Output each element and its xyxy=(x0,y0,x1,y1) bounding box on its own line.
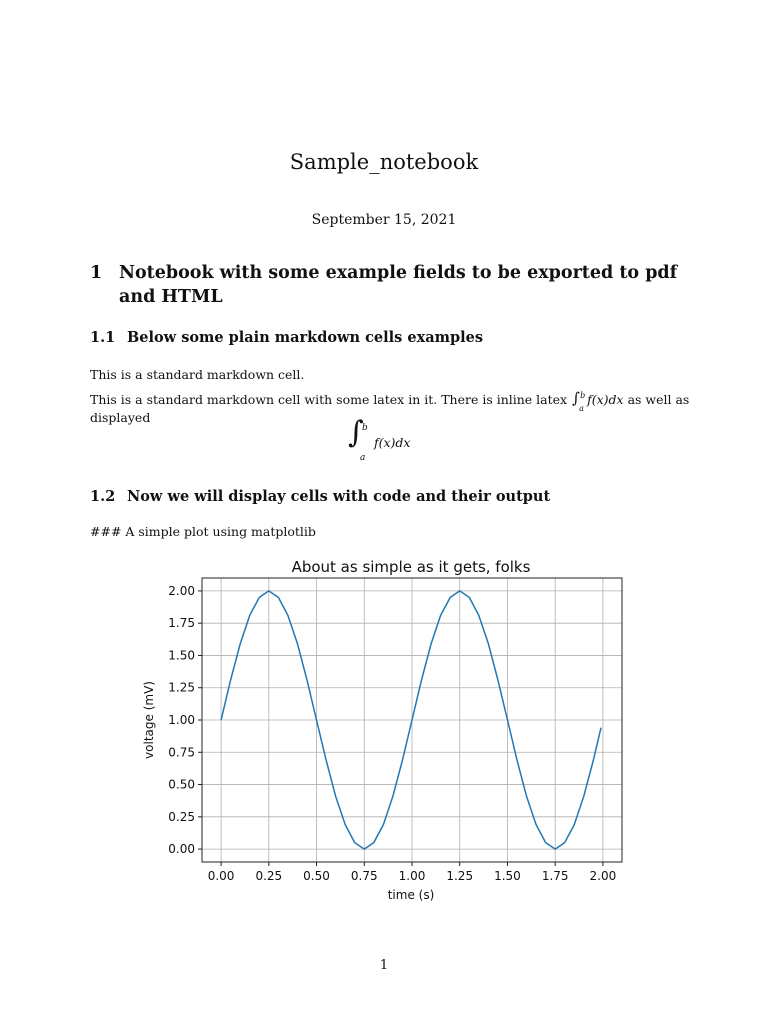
y-tick-label: 0.25 xyxy=(168,809,195,824)
y-tick-label: 1.75 xyxy=(168,616,195,631)
chart-ticks xyxy=(168,584,616,883)
section-1-2-heading xyxy=(90,488,550,505)
display-integral-lower: a xyxy=(360,453,366,463)
x-tick-label: 0.00 xyxy=(207,869,235,883)
markdown-cell-raw-heading: ### A simple plot using matplotlib xyxy=(90,524,316,539)
display-integral-upper: b xyxy=(362,423,368,433)
y-tick-label: 1.00 xyxy=(168,713,195,727)
markdown-paragraph-1: This is a standard markdown cell. xyxy=(90,367,305,382)
x-tick-label: 0.25 xyxy=(255,869,283,883)
section-1-2-number: 1.2 xyxy=(90,488,116,505)
document-date: September 15, 2021 xyxy=(311,212,457,228)
display-math-integral xyxy=(348,415,438,465)
section-1-heading xyxy=(90,261,690,309)
section-1-1-heading xyxy=(90,329,483,346)
section-1-2-title: Now we will display cells with code and their output xyxy=(127,488,551,505)
para2-text-after: as well as displayed xyxy=(90,392,690,425)
section-1-1-title: Below some plain markdown cells examples xyxy=(127,329,484,346)
section-1-1-number: 1.1 xyxy=(90,329,116,346)
x-tick-label: 1.25 xyxy=(446,869,474,883)
document-title: Sample_notebook xyxy=(289,150,479,174)
matplotlib-line-chart xyxy=(140,552,640,912)
y-tick-label: 1.25 xyxy=(168,680,195,695)
display-integral-sign: ∫ xyxy=(348,415,364,450)
x-tick-label: 0.50 xyxy=(303,869,330,883)
y-tick-label: 2.00 xyxy=(168,583,195,598)
y-axis-label: voltage (mV) xyxy=(142,681,156,759)
display-math-expression: f(x)dx xyxy=(374,435,411,450)
section-1-title: Notebook with some example fields to be exported to pdf and HTML xyxy=(119,263,678,307)
inline-integral: ∫ b a xyxy=(572,389,586,413)
x-tick-label: 1.00 xyxy=(398,869,426,883)
x-tick-label: 0.75 xyxy=(350,869,378,883)
x-tick-label: 1.50 xyxy=(494,869,521,883)
x-axis-label: time (s) xyxy=(387,888,435,902)
y-tick-label: 1.50 xyxy=(168,648,195,663)
inline-math-expression: f(x)dx xyxy=(587,392,624,407)
chart-title: About as simple as it gets, folks xyxy=(291,558,531,576)
page-number: 1 xyxy=(379,958,389,973)
para2-text-before: This is a standard markdown cell with some latex in it. There is inline latex xyxy=(90,392,568,407)
y-tick-label: 0.00 xyxy=(168,842,195,857)
y-tick-label: 0.75 xyxy=(168,745,195,760)
section-1-number: 1 xyxy=(90,263,103,283)
x-tick-label: 1.75 xyxy=(541,869,569,883)
y-tick-label: 0.50 xyxy=(168,777,195,792)
x-tick-label: 2.00 xyxy=(589,869,617,883)
